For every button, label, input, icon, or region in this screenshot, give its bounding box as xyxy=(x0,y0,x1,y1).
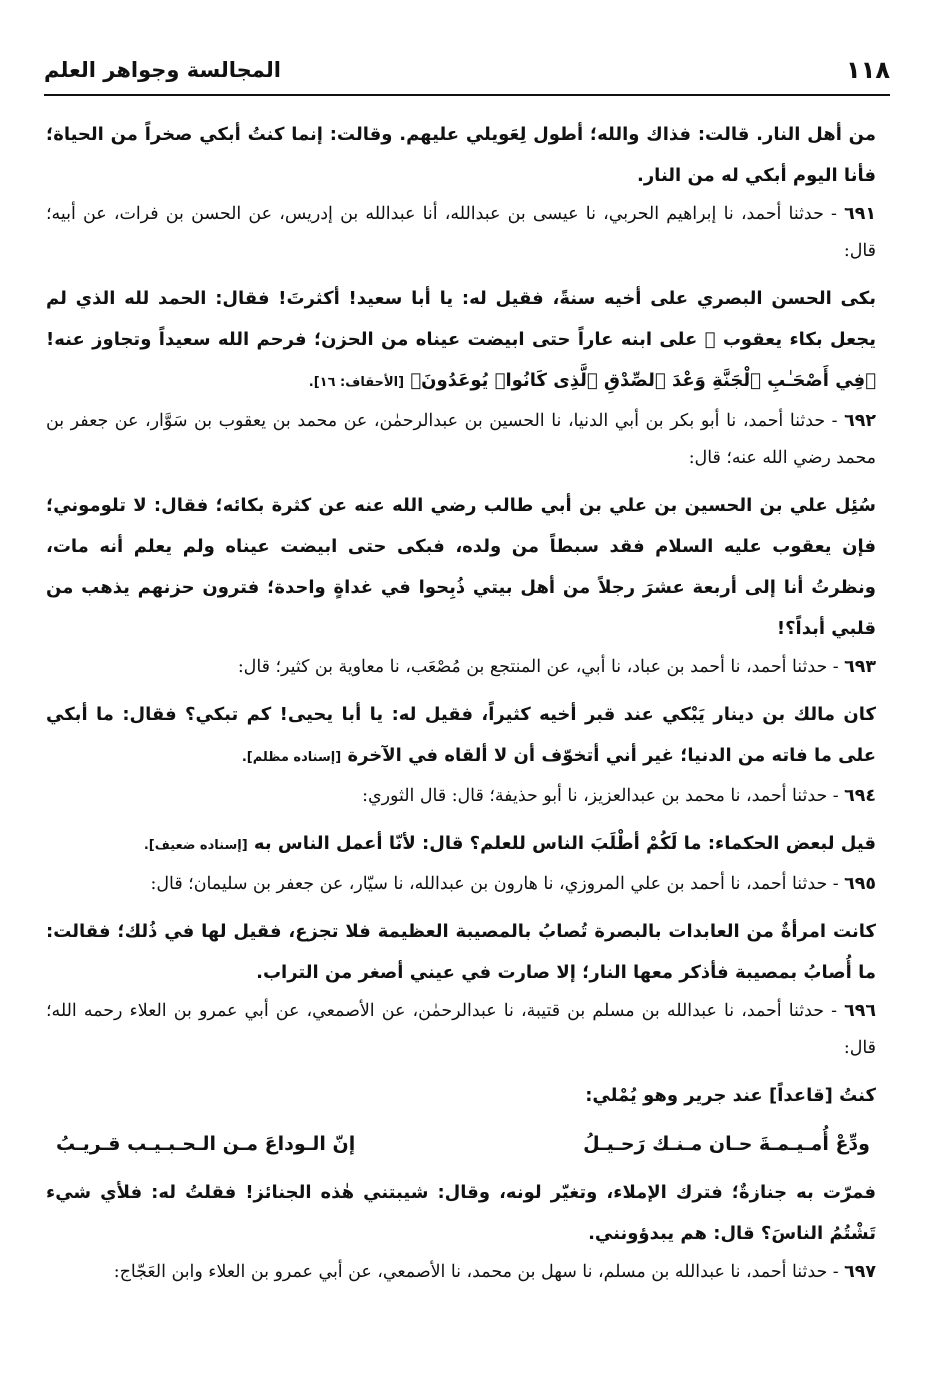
chain-text: - حدثنا أحمد، نا إبراهيم الحربي، نا عيسى بن عبدالله، أنا عبدالله بن إدريس، عن الحسن بن فرات، عن أبيه؛ قال: xyxy=(46,204,876,261)
paragraph xyxy=(46,823,876,866)
paragraph-text: قيل لبعض الحكماء: ما لَكُمْ أطْلَبَ الناس للعلم؟ قال: لأنّا أعمل الناس به xyxy=(253,833,876,854)
hadith-chain xyxy=(46,778,876,823)
chain-text: - حدثنا أحمد، نا أحمد بن عباد، نا أبي، عن المنتجع بن مُصْعَب، نا معاوية بن كثير؛ قال: xyxy=(237,657,839,677)
paragraph xyxy=(46,911,876,993)
hadith-chain xyxy=(46,649,876,694)
poem-verse xyxy=(46,1116,876,1172)
grading-note: [إسناده مظلم]. xyxy=(241,750,342,765)
chain-text: - حدثنا أحمد، نا عبدالله بن مسلم، نا سهل بن محمد، نا الأصمعي، عن أبي عمرو بن العلاء وابن العَجّاج: xyxy=(113,1262,839,1282)
hadith-number: ٦٩٦ xyxy=(844,1001,877,1021)
running-title: المجالسة وجواهر العلم xyxy=(44,58,281,82)
hadith-chain xyxy=(46,196,876,278)
grading-note: [إسناده ضعيف]. xyxy=(143,838,248,853)
paragraph-text: سُئِل علي بن الحسين بن علي بن أبي طالب رضي الله عنه عن كثرة بكائه؛ فقال: لا تلوموني؛ فإن يعقوب عليه السلام فقد سبطاً من ولده، فبكى حتى ابيضت عيناه ولم يعلم أنه مات، ونظرتُ أنا إلى أربعة عشرَ رجلاً من أهل بيتي ذُبِحوا في غداةٍ واحدة؛ فترون حزنهم يذهب من قلبي أبداً؟! xyxy=(46,495,876,639)
verse-first-hemistich: ودِّعْ أُمـيـمـةَ حـان مـنـك رَحـيـلُ xyxy=(583,1133,870,1155)
chain-text: - حدثنا أحمد، نا عبدالله بن مسلم بن قتيبة، نا عبدالرحمٰن، عن الأصمعي، عن أبي عمرو بن العلاء رحمه الله؛ قال: xyxy=(46,1001,876,1058)
hadith-chain xyxy=(46,866,876,911)
paragraph xyxy=(46,1172,876,1254)
hadith-number: ٦٩١ xyxy=(844,204,876,224)
paragraph-text: كانت امرأةٌ من العابدات بالبصرة تُصابُ بالمصيبة العظيمة فلا تجزع، فقيل لها في ذُلك؛ فقالت: ما أُصابُ بمصيبة فأذكر معها النار؛ إلا صارت في عيني أصغر من التراب. xyxy=(46,921,876,983)
chain-text: - حدثنا أحمد، نا أحمد بن علي المروزي، نا هارون بن عبدالله، نا سيّار، عن جعفر بن سليمان؛ قال: xyxy=(150,874,839,894)
hadith-number: ٦٩٢ xyxy=(844,411,877,431)
hadith-chain xyxy=(46,403,876,485)
paragraph xyxy=(46,1075,876,1116)
paragraph xyxy=(46,114,876,196)
hadith-number: ٦٩٧ xyxy=(844,1262,876,1282)
hadith-number: ٦٩٣ xyxy=(844,657,876,677)
quran-reference: [الأحقاف: ١٦]. xyxy=(308,375,405,390)
hadith-number: ٦٩٥ xyxy=(844,874,876,894)
page-header xyxy=(44,56,890,88)
paragraph xyxy=(46,694,876,778)
paragraph xyxy=(46,278,876,403)
hadith-chain xyxy=(46,1254,876,1299)
chain-text: - حدثنا أحمد، نا محمد بن عبدالعزيز، نا أبو حذيفة؛ قال: قال الثوري: xyxy=(362,786,839,806)
paragraph xyxy=(46,485,876,649)
page-body xyxy=(46,114,876,1299)
hadith-number: ٦٩٤ xyxy=(844,786,876,806)
verse-second-hemistich: إنّ الـوداعَ مـن الـحـبـيـب قـريـبُ xyxy=(56,1133,356,1155)
paragraph-text: بكى الحسن البصري على أخيه سنةً، فقيل له: يا أبا سعيد! أكثرتَ! فقال: الحمد لله الذي لم يجعل بكاء يعقوب ﷺ على ابنه عاراً حتى ابيضت عيناه من الحزن؛ فرحم الله سعيداً وتجاوز عنه! ﴿فِي أَصْحَـٰبِ ٱلْجَنَّةِ وَعْدَ ٱلصِّدْقِ ٱلَّذِى كَانُوا۟ يُوعَدُونَ﴾ xyxy=(46,288,876,391)
paragraph-text: كنتُ [قاعداً] عند جرير وهو يُمْلي: xyxy=(585,1085,876,1106)
header-rule xyxy=(44,94,890,96)
paragraph-text: من أهل النار. قالت: فذاك والله؛ أطول لِعَويلي عليهم. وقالت: إنما كنتُ أبكي صخراً من الحياة؛ فأنا اليوم أبكي له من النار. xyxy=(46,124,876,186)
chain-text: - حدثنا أحمد، نا أبو بكر بن أبي الدنيا، نا الحسين بن عبدالرحمٰن، عن محمد بن يعقوب بن سَوَّار، عن جعفر بن محمد رضي الله عنه؛ قال: xyxy=(46,411,876,468)
paragraph-text: فمرّت به جنازةٌ؛ فترك الإملاء، وتغيّر لونه، وقال: شيبتني هٰذه الجنائز! فقلتُ له: فلأي شيء تَشْتُمُ الناسَ؟ قال: هم يبدؤونني. xyxy=(46,1182,876,1244)
hadith-chain xyxy=(46,993,876,1075)
page-number: ١١٨ xyxy=(846,56,890,84)
paragraph-text: كان مالك بن دينار يَبْكي عند قبر أخيه كثيراً، فقيل له: يا أبا يحيى! كم تبكي؟ فقال: ما أبكي على ما فاته من الدنيا؛ غير أني أتخوّف أن لا ألقاه في الآخرة xyxy=(46,704,876,766)
